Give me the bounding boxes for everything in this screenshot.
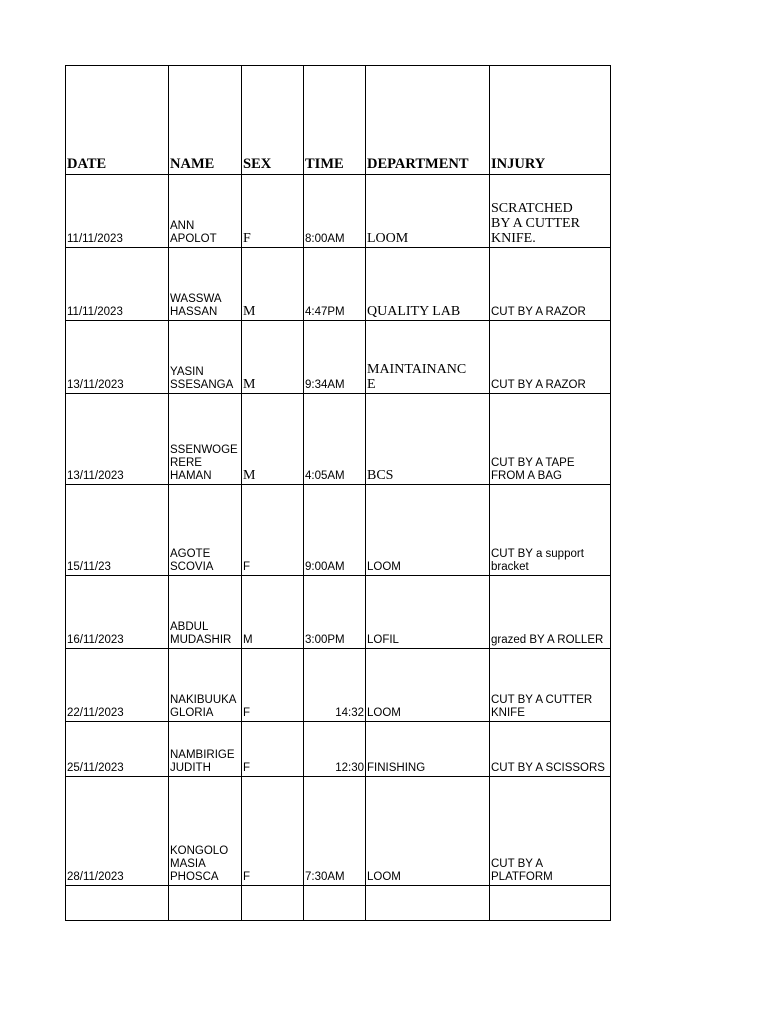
- cell-time: 4:05AM: [304, 394, 366, 485]
- cell-name: AGOTE SCOVIA: [169, 485, 242, 576]
- cell-injury: CUT BY A TAPE FROM A BAG: [490, 394, 611, 485]
- table-row: [66, 321, 611, 394]
- cell-name: NAMBIRIGE JUDITH: [169, 722, 242, 777]
- cell-time: 7:30AM: [304, 777, 366, 886]
- cell-time: 3:00PM: [304, 576, 366, 649]
- cell-date: 13/11/2023: [66, 394, 169, 485]
- cell-date: 16/11/2023: [66, 576, 169, 649]
- cell-sex: F: [242, 485, 304, 576]
- cell-time: 12:30: [304, 722, 366, 777]
- header-sex: SEX: [242, 66, 304, 175]
- cell-time: 9:00AM: [304, 485, 366, 576]
- table-row: [66, 485, 611, 576]
- cell-sex: F: [242, 777, 304, 886]
- cell-time: 8:00AM: [304, 175, 366, 248]
- table-row: [66, 175, 611, 248]
- cell-injury: CUT BY a support bracket: [490, 485, 611, 576]
- cell-name: YASIN SSESANGA: [169, 321, 242, 394]
- cell-date: 11/11/2023: [66, 175, 169, 248]
- cell-sex: M: [242, 248, 304, 321]
- header-time: TIME: [304, 66, 366, 175]
- cell-time: [304, 886, 366, 921]
- cell-date: [66, 886, 169, 921]
- cell-date: 25/11/2023: [66, 722, 169, 777]
- cell-time: 14:32: [304, 649, 366, 722]
- cell-name: ABDUL MUDASHIR: [169, 576, 242, 649]
- cell-injury: CUT BY A RAZOR: [490, 248, 611, 321]
- table-row: [66, 576, 611, 649]
- cell-name: [169, 886, 242, 921]
- cell-date: 22/11/2023: [66, 649, 169, 722]
- cell-name: NAKIBUUKA GLORIA: [169, 649, 242, 722]
- cell-department: LOOM: [366, 175, 490, 248]
- cell-date: 11/11/2023: [66, 248, 169, 321]
- header-name: NAME: [169, 66, 242, 175]
- cell-department: MAINTAINANC E: [366, 321, 490, 394]
- cell-injury: SCRATCHED BY A CUTTER KNIFE.: [490, 175, 611, 248]
- cell-injury: CUT BY A PLATFORM: [490, 777, 611, 886]
- cell-injury: [490, 886, 611, 921]
- table-row: [66, 777, 611, 886]
- cell-name: WASSWA HASSAN: [169, 248, 242, 321]
- cell-time: 9:34AM: [304, 321, 366, 394]
- cell-sex: F: [242, 175, 304, 248]
- cell-department: QUALITY LAB: [366, 248, 490, 321]
- header-department: DEPARTMENT: [366, 66, 490, 175]
- table-row: [66, 248, 611, 321]
- cell-date: 15/11/23: [66, 485, 169, 576]
- cell-date: 28/11/2023: [66, 777, 169, 886]
- cell-sex: M: [242, 394, 304, 485]
- cell-department: BCS: [366, 394, 490, 485]
- cell-department: FINISHING: [366, 722, 490, 777]
- cell-sex: M: [242, 321, 304, 394]
- cell-name: SSENWOGE RERE HAMAN: [169, 394, 242, 485]
- cell-name: KONGOLO MASIA PHOSCA: [169, 777, 242, 886]
- cell-name: ANN APOLOT: [169, 175, 242, 248]
- table-row: [66, 394, 611, 485]
- cell-injury: CUT BY A RAZOR: [490, 321, 611, 394]
- cell-department: LOOM: [366, 777, 490, 886]
- cell-injury: CUT BY A CUTTER KNIFE: [490, 649, 611, 722]
- cell-sex: F: [242, 649, 304, 722]
- cell-department: LOFIL: [366, 576, 490, 649]
- cell-date: 13/11/2023: [66, 321, 169, 394]
- header-row: [66, 66, 611, 175]
- table-row: [66, 886, 611, 921]
- header-date: DATE: [66, 66, 169, 175]
- cell-sex: [242, 886, 304, 921]
- table-row: [66, 722, 611, 777]
- header-injury: INJURY: [490, 66, 611, 175]
- injury-log-table: [65, 65, 611, 921]
- cell-department: LOOM: [366, 485, 490, 576]
- cell-injury: CUT BY A SCISSORS: [490, 722, 611, 777]
- cell-injury: grazed BY A ROLLER: [490, 576, 611, 649]
- cell-sex: F: [242, 722, 304, 777]
- cell-department: LOOM: [366, 649, 490, 722]
- cell-sex: M: [242, 576, 304, 649]
- cell-time: 4:47PM: [304, 248, 366, 321]
- cell-department: [366, 886, 490, 921]
- table-row: [66, 649, 611, 722]
